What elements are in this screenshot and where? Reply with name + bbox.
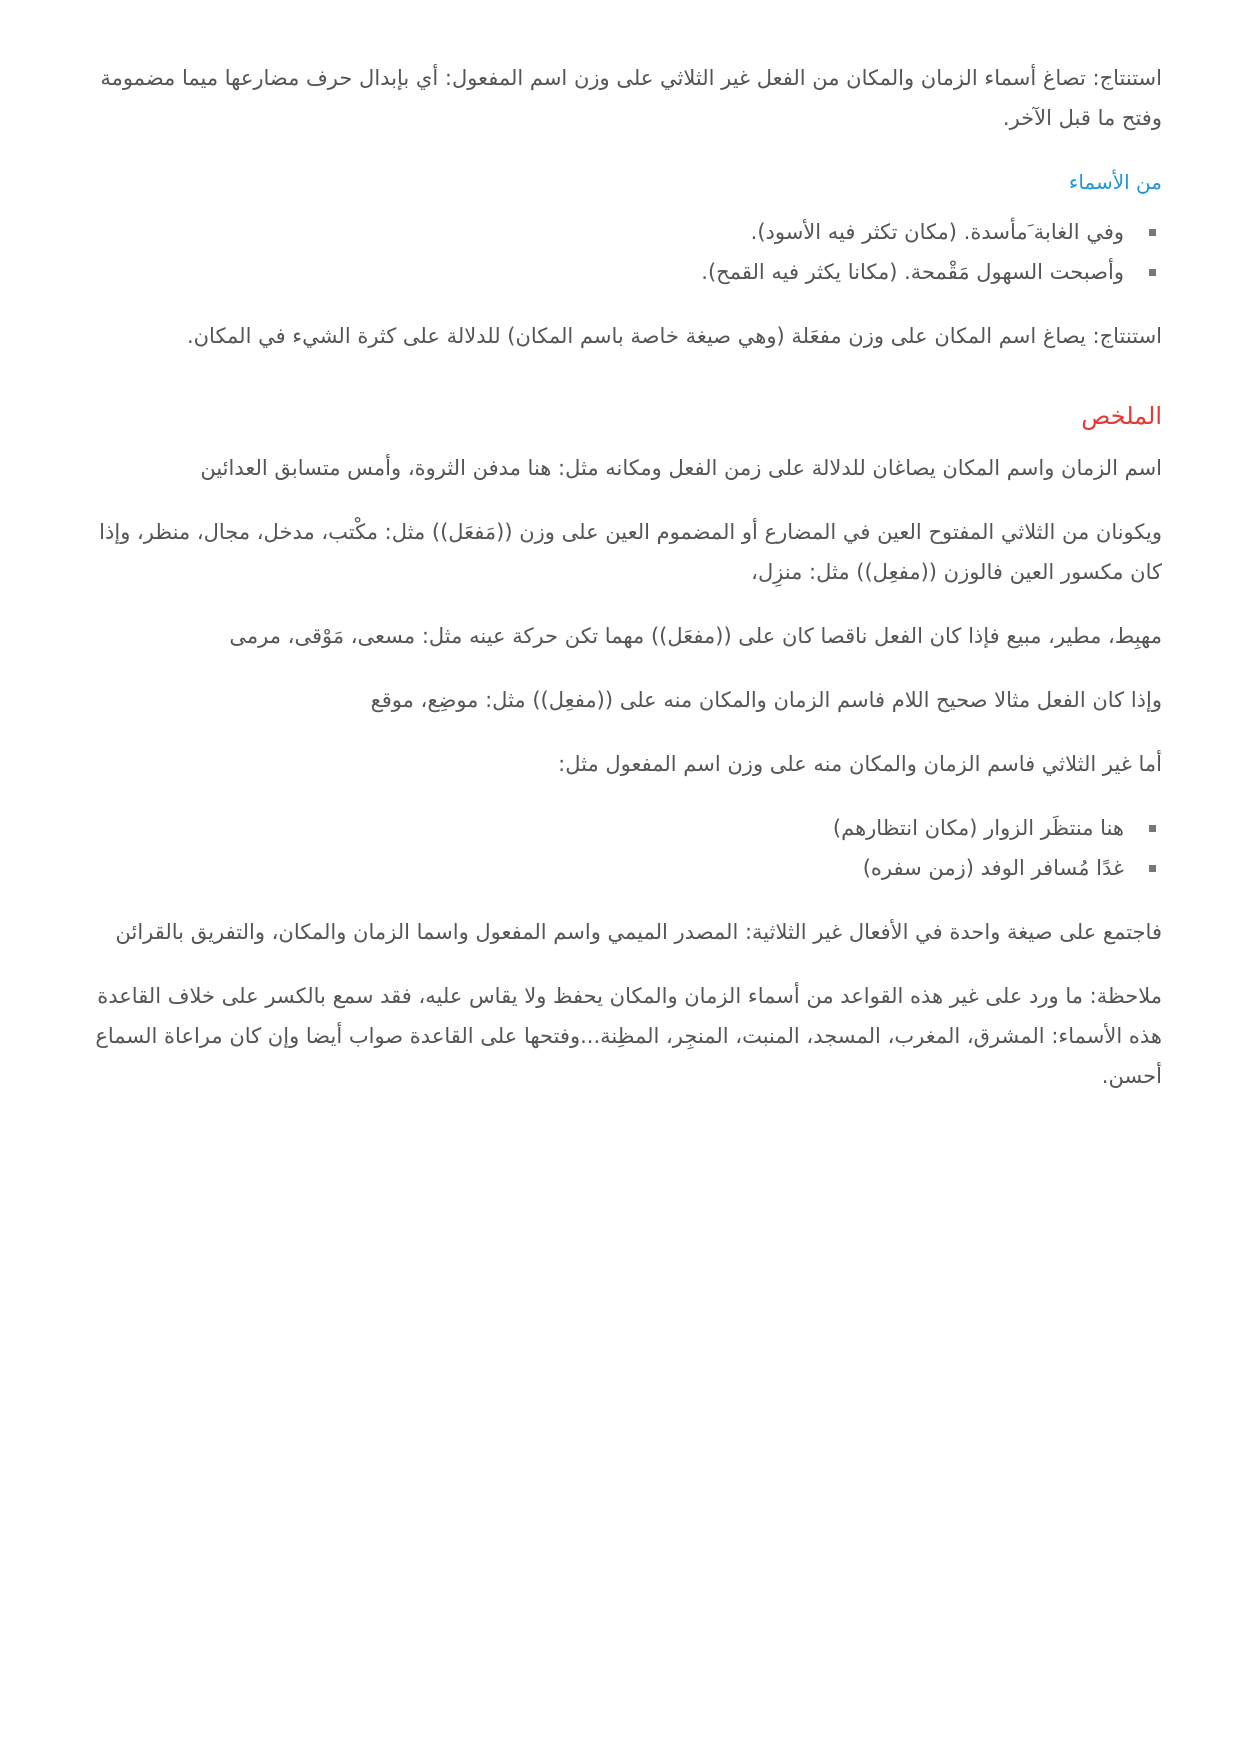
subheading-names: من الأسماء [1068,170,1162,194]
note-paragraph: ملاحظة: ما ورد على غير هذه القواعد من أسماء الزمان والمكان يحفظ ولا يقاس عليه، فقد سمع بالكسر على خلاف القاعدة هذه الأسماء: المشرق، المغرب، المسجد، المنبت، المنجِر، المظِنة...وفتحها على القاعدة صواب أيضا وإن كان مراعاة السماع أحسن. [95,984,1162,1088]
summary-paragraph-2: ويكونان من الثلاثي المفتوح العين في المضارع أو المضموم العين على وزن ((مَفعَل)) مثل: مكْتب، مدخل، مجال، منظر، وإذا كان مكسور العين فالوزن ((مفعِل)) مثل: منزِل، [99,520,1162,584]
square-bullet-icon [1149,865,1156,872]
square-bullet-icon [1149,825,1156,832]
list-item [78,252,1162,292]
summary-paragraph-3: مهبِط، مطير، مبيع فإذا كان الفعل ناقصا كان على ((مفعَل)) مهما تكن حركة عينه مثل: مسعى، مَوْقى، مرمى [229,624,1162,648]
summary-paragraph-1: اسم الزمان واسم المكان يصاغان للدلالة على زمن الفعل ومكانه مثل: هنا مدفن الثروة، وأمس متسابق العدائين [200,456,1162,480]
summary-paragraph-5: أما غير الثلاثي فاسم الزمان والمكان منه على وزن اسم المفعول مثل: [558,752,1162,776]
list-item [78,848,1162,888]
list-item [78,808,1162,848]
summary-title: الملخص [1081,402,1162,430]
conclusion-paragraph-2: استنتاج: يصاغ اسم المكان على وزن مفعَلة (وهي صيغة خاصة باسم المكان) للدلالة على كثرة الشيء في المكان. [186,324,1162,348]
list-item-text: وفي الغابة َمأسدة. (مكان تكثر فيه الأسود). [750,220,1124,244]
list-item-text: هنا منتظَر الزوار (مكان انتظارهم) [832,816,1124,840]
square-bullet-icon [1149,229,1156,236]
conclusion-paragraph-1: استنتاج: تصاغ أسماء الزمان والمكان من الفعل غير الثلاثي على وزن اسم المفعول: أي بإبدال حرف مضارعها ميما مضمومة وفتح ما قبل الآخر. [100,66,1162,130]
summary-paragraph-6: فاجتمع على صيغة واحدة في الأفعال غير الثلاثية: المصدر الميمي واسم المفعول واسما الزمان والمكان، والتفريق بالقرائن [115,920,1162,944]
summary-paragraph-4: وإذا كان الفعل مثالا صحيح اللام فاسم الزمان والمكان منه على ((مفعِل)) مثل: موضِع، موقع [370,688,1162,712]
square-bullet-icon [1149,269,1156,276]
list-item-text: غدًا مُسافر الوفد (زمن سفره) [862,856,1124,880]
list-item-text: وأصبحت السهول مَقْمحة. (مكانا يكثر فيه القمح). [701,260,1124,284]
list-item [78,212,1162,252]
examples-list-2 [78,808,1162,888]
examples-list-1 [78,212,1162,292]
document-body [78,58,1162,1120]
